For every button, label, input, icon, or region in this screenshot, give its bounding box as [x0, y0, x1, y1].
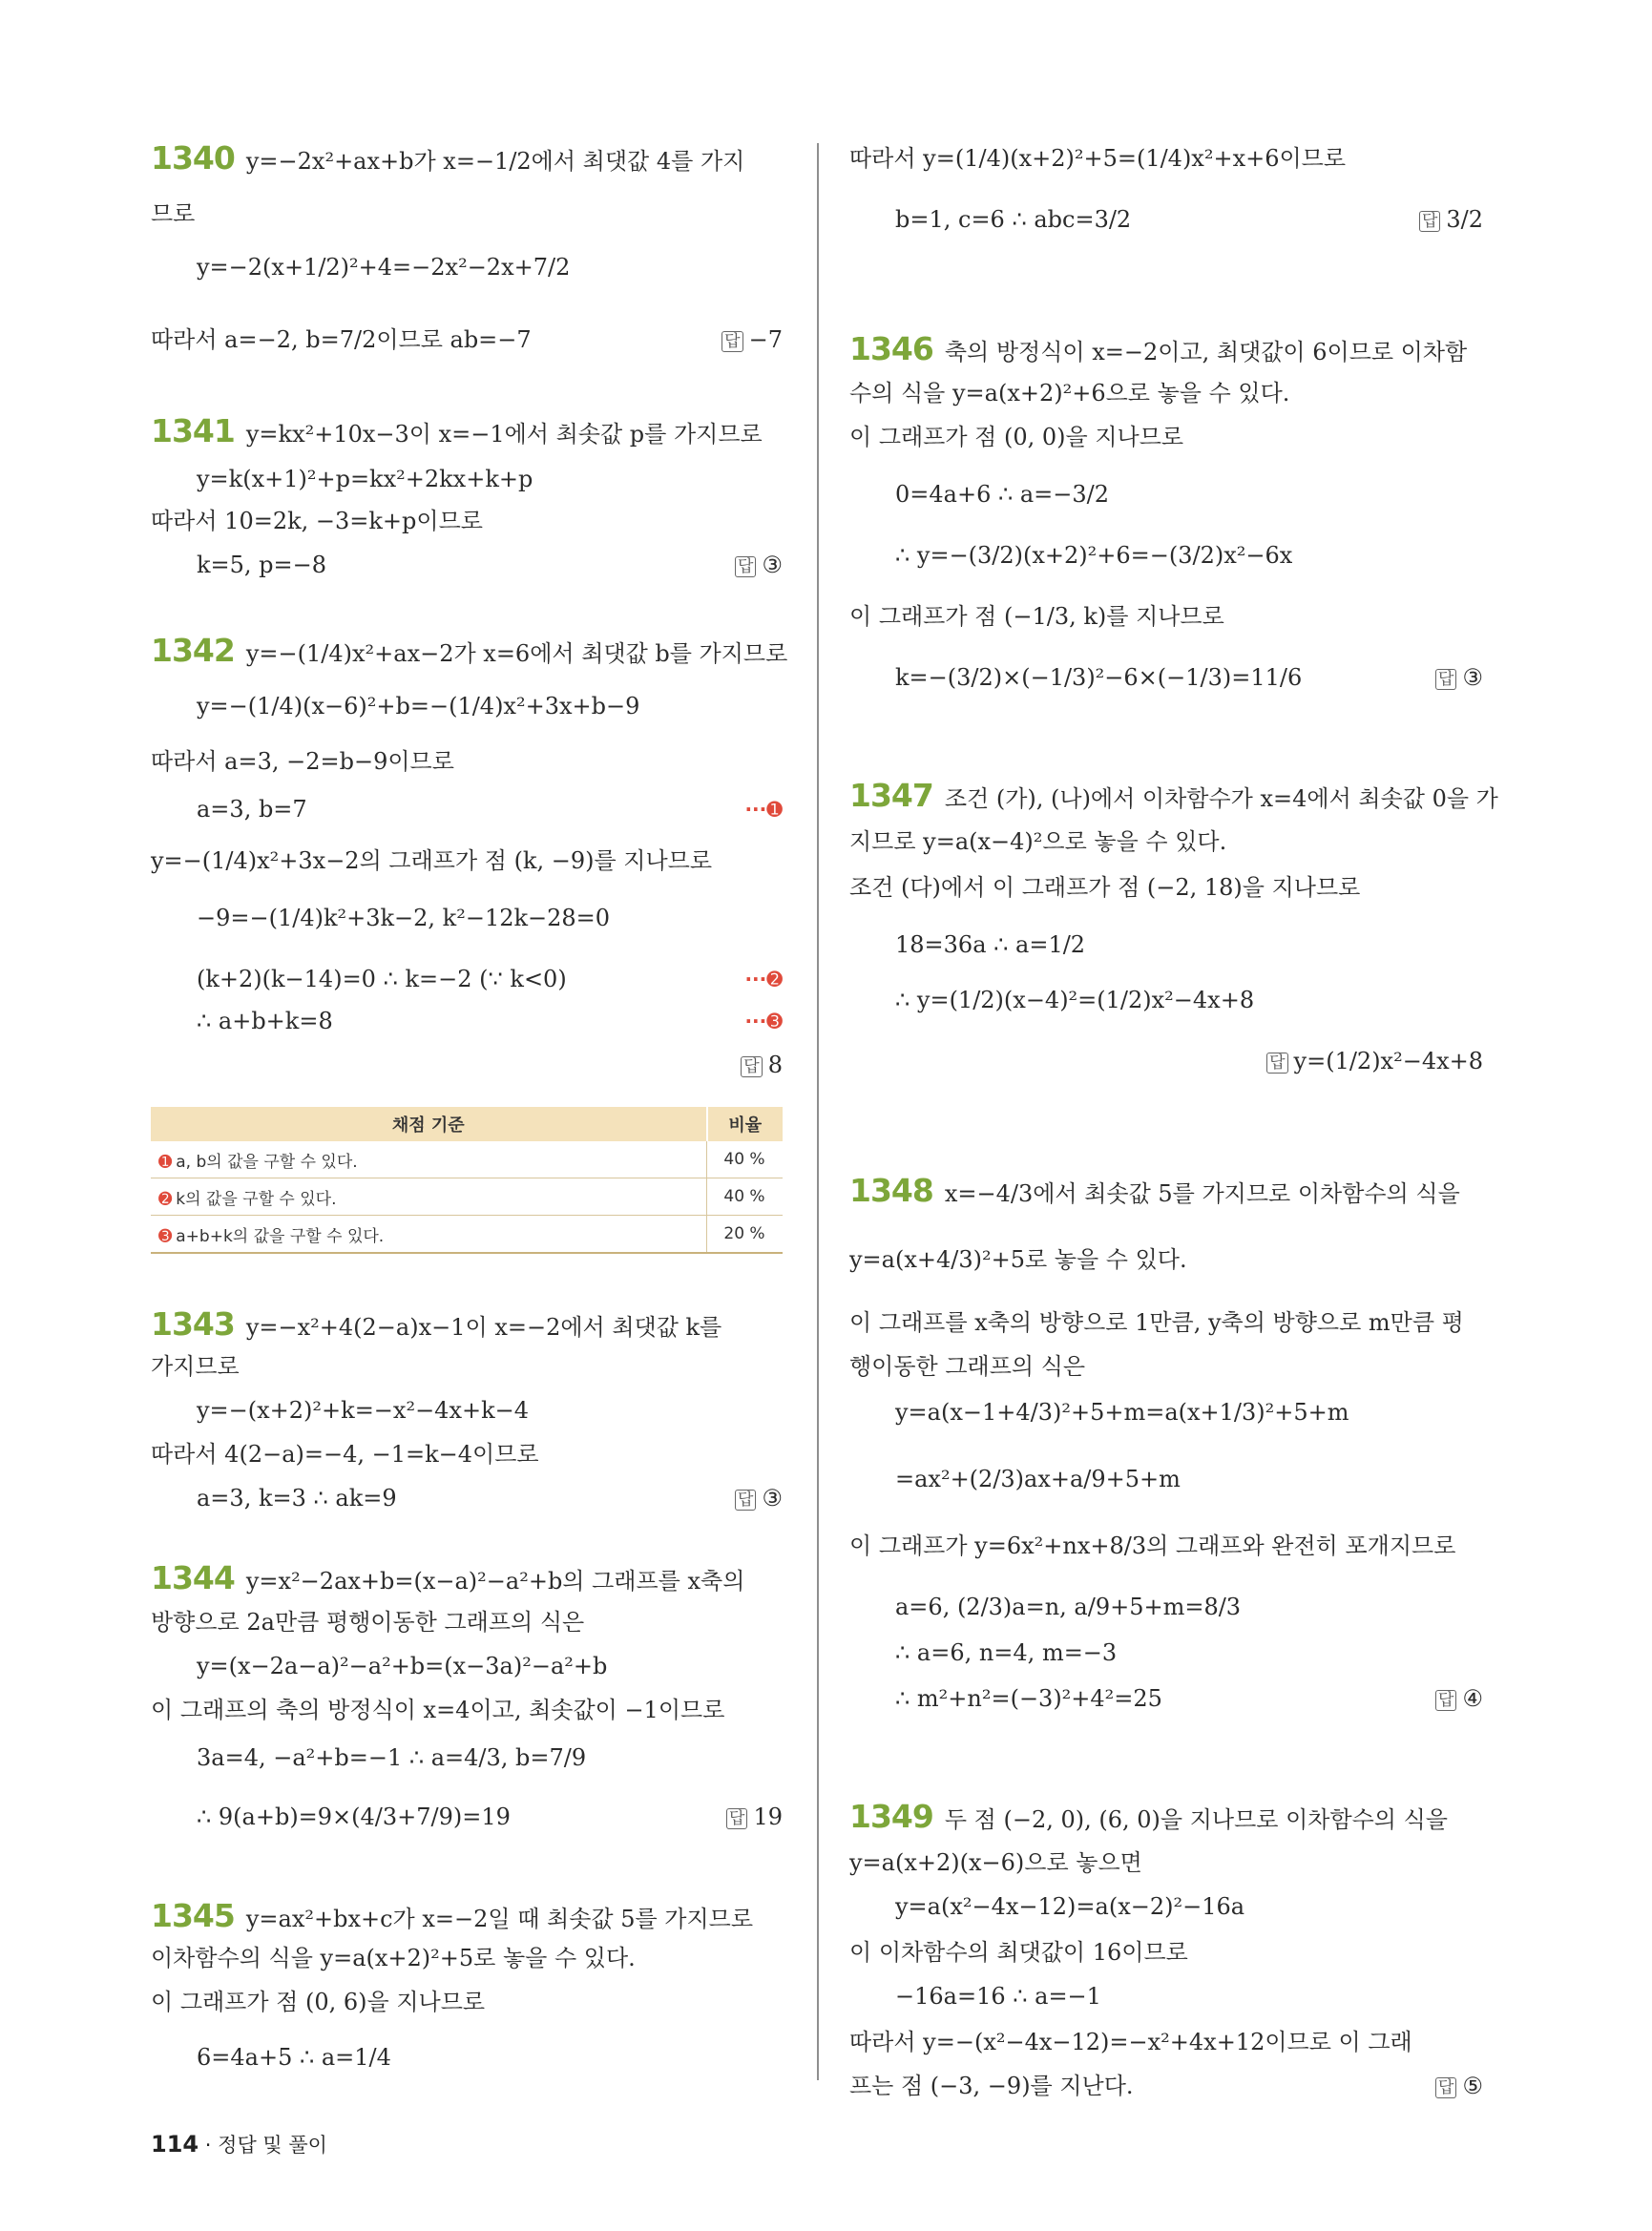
- solution-text: 따라서 4(2−a)=−4, −1=k−4이므로: [151, 1441, 539, 1468]
- answer-icon: 답: [1266, 1053, 1287, 1074]
- solution-line: [151, 1802, 783, 1832]
- problem-header: [151, 1305, 783, 1343]
- solution-text: 방향으로 2a만큼 평행이동한 그래프의 식은: [151, 1609, 585, 1636]
- solution-line: [151, 198, 783, 229]
- problem-header: [849, 1798, 1483, 1835]
- step-marker: ···➋: [744, 968, 783, 990]
- solution-text: ∴ y=(1/2)(x−4)²=(1/2)x²−4x+8: [895, 987, 1255, 1013]
- footer-label: 정답 및 풀이: [218, 2134, 327, 2157]
- column-divider: [817, 143, 819, 2080]
- solution-text: 이차함수의 식을 y=a(x+2)²+5로 놓을 수 있다.: [151, 1945, 636, 1971]
- solution-text: 18=36a ∴ a=1/2: [895, 931, 1086, 958]
- rubric-row: [151, 1216, 783, 1254]
- answer-icon: 답: [1419, 211, 1440, 232]
- answer-icon: 답: [721, 331, 742, 352]
- solution-line: [849, 1397, 1483, 1428]
- solution-text: 0=4a+6 ∴ a=−3/2: [895, 481, 1110, 508]
- final-answer: [741, 1050, 783, 1080]
- solution-text: 조건 (다)에서 이 그래프가 점 (−2, 18)을 지나므로: [849, 874, 1361, 901]
- solution-line: [151, 794, 783, 824]
- answer-value: 8: [767, 1052, 783, 1078]
- solution-line: [151, 1943, 783, 1973]
- solution-line: [151, 1742, 783, 1773]
- solution-line: [849, 1464, 1483, 1494]
- solution-line: [849, 1981, 1483, 2012]
- solution-text: 이 그래프가 점 (−1/3, k)를 지나므로: [849, 603, 1224, 630]
- final-answer: [735, 550, 783, 580]
- final-answer: [726, 1802, 783, 1832]
- solution-line: [151, 1351, 783, 1382]
- step-marker: ➋: [158, 1189, 173, 1209]
- solution-text: 지므로 y=a(x−4)²으로 놓을 수 있다.: [849, 828, 1227, 855]
- answer-value: ③: [1462, 664, 1483, 691]
- solution-text: k=5, p=−8: [197, 552, 327, 578]
- solution-text: ∴ a+b+k=8: [197, 1008, 333, 1034]
- solution-line: [849, 1244, 1483, 1275]
- problem-number: 1343: [151, 1305, 235, 1343]
- solution-line: [151, 464, 783, 494]
- solution-line: [151, 506, 783, 536]
- solution-line: [151, 845, 783, 876]
- solution-line: [849, 662, 1483, 693]
- step-marker: ➊: [158, 1152, 173, 1172]
- final-answer: [1419, 204, 1483, 235]
- solution-line: [151, 1395, 783, 1426]
- rubric-criterion: a+b+k의 값을 구할 수 있다.: [176, 1226, 385, 1246]
- solution-text: 이 그래프가 점 (0, 0)을 지나므로: [849, 424, 1184, 450]
- answer-value: −7: [748, 326, 783, 353]
- solution-text: 두 점 (−2, 0), (6, 0)을 지나므로 이차함수의 식을: [944, 1806, 1448, 1833]
- solution-line: [151, 2042, 783, 2073]
- solution-line: [151, 1439, 783, 1470]
- solution-line: [151, 1483, 783, 1513]
- solution-line: [849, 826, 1483, 857]
- final-answer: [1435, 1683, 1483, 1714]
- answer-icon: 답: [1435, 2077, 1456, 2098]
- final-answer: [1435, 2071, 1483, 2101]
- solution-text: a=3, b=7: [197, 796, 307, 823]
- solution-line: [849, 872, 1483, 903]
- solution-line: [151, 1987, 783, 2017]
- solution-text: 따라서 a=−2, b=7/2이므로 ab=−7: [151, 326, 532, 353]
- solution-line: [849, 2027, 1483, 2057]
- solution-text: ∴ y=−(3/2)(x+2)²+6=−(3/2)x²−6x: [895, 542, 1293, 569]
- final-answer: [721, 324, 783, 355]
- solution-line: [849, 143, 1483, 174]
- solution-text: y=−(x+2)²+k=−x²−4x+k−4: [197, 1397, 530, 1424]
- solution-text: y=a(x−1+4/3)²+5+m=a(x+1/3)²+5+m: [895, 1399, 1349, 1426]
- problem-number: 1347: [849, 777, 933, 814]
- rubric-header: 비율: [707, 1107, 784, 1141]
- answer-icon: 답: [1435, 669, 1456, 690]
- solution-text: ∴ a=6, n=4, m=−3: [895, 1639, 1118, 1666]
- problem-header: [849, 777, 1498, 814]
- solution-text: y=−2x²+ax+b가 x=−1/2에서 최댓값 4를 가지: [245, 148, 745, 175]
- solution-line: [151, 324, 783, 355]
- solution-line: [849, 1891, 1483, 1922]
- solution-line: [151, 903, 783, 933]
- solution-line: [151, 1006, 783, 1036]
- solution-line: [151, 746, 783, 777]
- solution-text: 따라서 y=(1/4)(x+2)²+5=(1/4)x²+x+6이므로: [849, 145, 1347, 172]
- solution-text: a=6, (2/3)a=n, a/9+5+m=8/3: [895, 1594, 1242, 1620]
- answer-value: y=(1/2)x²−4x+8: [1293, 1048, 1483, 1074]
- solution-text: a=3, k=3 ∴ ak=9: [197, 1485, 397, 1512]
- solution-text: y=−(1/4)x²+ax−2가 x=6에서 최댓값 b를 가지므로: [245, 640, 788, 667]
- answer-value: 19: [753, 1804, 783, 1830]
- solution-text: y=x²−2ax+b=(x−a)²−a²+b의 그래프를 x축의: [245, 1568, 745, 1595]
- page-number: 114: [151, 2131, 199, 2158]
- solution-text: 가지므로: [151, 1353, 240, 1380]
- rubric-row: [151, 1178, 783, 1216]
- answer-value: ③: [762, 552, 783, 578]
- solution-text: y=−2(x+1/2)²+4=−2x²−2x+7/2: [197, 254, 571, 281]
- solution-line: [849, 1351, 1483, 1382]
- answer-icon: 답: [741, 1056, 762, 1077]
- solution-text: k=−(3/2)×(−1/3)²−6×(−1/3)=11/6: [895, 664, 1303, 691]
- rubric-percent: 20 %: [707, 1216, 784, 1254]
- problem-header: [151, 1559, 783, 1596]
- solution-text: 따라서 10=2k, −3=k+p이므로: [151, 508, 483, 534]
- solution-text: 수의 식을 y=a(x+2)²+6으로 놓을 수 있다.: [849, 380, 1290, 407]
- solution-text: =ax²+(2/3)ax+a/9+5+m: [895, 1466, 1181, 1492]
- solution-text: −9=−(1/4)k²+3k−2, k²−12k−28=0: [197, 905, 611, 931]
- solution-line: [151, 550, 783, 580]
- grading-rubric-table: [151, 1107, 783, 1254]
- problem-number: 1342: [151, 632, 235, 669]
- answer-icon: 답: [735, 1490, 756, 1511]
- solution-line: [849, 422, 1483, 452]
- solution-line: [151, 1607, 783, 1637]
- rubric-row: [151, 1141, 783, 1178]
- problem-number: 1346: [849, 330, 933, 367]
- solution-line: [849, 1531, 1483, 1561]
- problem-header: [151, 1897, 783, 1934]
- solution-line: [151, 1695, 783, 1725]
- solution-text: y=a(x+4/3)²+5로 놓을 수 있다.: [849, 1246, 1187, 1273]
- solution-text: 이 그래프를 x축의 방향으로 1만큼, y축의 방향으로 m만큼 평: [849, 1309, 1464, 1336]
- solution-text: 따라서 a=3, −2=b−9이므로: [151, 748, 454, 775]
- step-marker: ···➌: [744, 1010, 783, 1032]
- answer-icon: 답: [726, 1808, 747, 1829]
- solution-line: [849, 1592, 1483, 1622]
- rubric-criterion: a, b의 값을 구할 수 있다.: [176, 1152, 358, 1172]
- solution-line: [151, 1651, 783, 1681]
- solution-text: 축의 방정식이 x=−2이고, 최댓값이 6이므로 이차함: [944, 339, 1468, 365]
- solution-text: 이 그래프가 점 (0, 6)을 지나므로: [151, 1989, 486, 2015]
- solution-text: 조건 (가), (나)에서 이차함수가 x=4에서 최솟값 0을 가: [944, 785, 1498, 812]
- problem-number: 1344: [151, 1559, 235, 1596]
- solution-text: b=1, c=6 ∴ abc=3/2: [895, 206, 1132, 233]
- solution-line: [151, 252, 783, 282]
- final-answer: [1266, 1046, 1483, 1076]
- page-footer: 114 · 정답 및 풀이: [151, 2131, 327, 2158]
- answer-icon: 답: [1435, 1690, 1456, 1711]
- solution-text: 프는 점 (−3, −9)를 지난다.: [849, 2073, 1134, 2099]
- solution-line: [849, 985, 1483, 1015]
- solution-text: 이 이차함수의 최댓값이 16이므로: [849, 1939, 1188, 1966]
- solution-line: [151, 964, 783, 994]
- solution-text: y=k(x+1)²+p=kx²+2kx+k+p: [197, 466, 533, 492]
- solution-text: y=−(1/4)(x−6)²+b=−(1/4)x²+3x+b−9: [197, 693, 640, 719]
- answer-value: ⑤: [1462, 2073, 1483, 2099]
- solution-line: [849, 2071, 1483, 2101]
- solution-text: 6=4a+5 ∴ a=1/4: [197, 2044, 391, 2071]
- answer-icon: 답: [735, 556, 756, 577]
- problem-header: [849, 1172, 1483, 1209]
- problem-header: [151, 139, 783, 177]
- solution-text: 므로: [151, 200, 196, 227]
- answer-value: ③: [762, 1485, 783, 1512]
- solution-text: y=ax²+bx+c가 x=−2일 때 최솟값 5를 가지므로: [245, 1906, 754, 1932]
- solution-line: [849, 204, 1483, 235]
- problem-number: 1340: [151, 139, 235, 177]
- problem-header: [151, 632, 788, 669]
- problem-header: [151, 412, 783, 449]
- rubric-criterion: k의 값을 구할 수 있다.: [176, 1189, 337, 1209]
- solution-text: y=a(x+2)(x−6)으로 놓으면: [849, 1849, 1142, 1876]
- rubric-header: 채점 기준: [151, 1107, 707, 1141]
- problem-number: 1341: [151, 412, 235, 449]
- problem-number: 1349: [849, 1798, 933, 1835]
- solution-text: ∴ 9(a+b)=9×(4/3+7/9)=19: [197, 1804, 511, 1830]
- solution-text: y=kx²+10x−3이 x=−1에서 최솟값 p를 가지므로: [245, 421, 763, 448]
- solution-text: −16a=16 ∴ a=−1: [895, 1983, 1101, 2010]
- solution-line: [849, 479, 1483, 510]
- solution-line: [849, 1937, 1483, 1968]
- solution-text: x=−4/3에서 최솟값 5를 가지므로 이차함수의 식을: [944, 1180, 1460, 1207]
- solution-text: y=−(1/4)x²+3x−2의 그래프가 점 (k, −9)를 지나므로: [151, 847, 713, 874]
- solution-text: 3a=4, −a²+b=−1 ∴ a=4/3, b=7/9: [197, 1744, 587, 1771]
- problem-header: [849, 330, 1483, 367]
- solution-text: y=a(x²−4x−12)=a(x−2)²−16a: [895, 1893, 1245, 1920]
- solution-line: [849, 1307, 1483, 1338]
- solution-text: y=−x²+4(2−a)x−1이 x=−2에서 최댓값 k를: [245, 1314, 722, 1341]
- solution-line: [849, 1847, 1483, 1878]
- rubric-percent: 40 %: [707, 1178, 784, 1216]
- solution-line: [849, 540, 1483, 571]
- final-answer: [1435, 662, 1483, 693]
- solution-line: [849, 1637, 1483, 1668]
- answer-value: 3/2: [1446, 206, 1483, 233]
- solution-text: 이 그래프의 축의 방정식이 x=4이고, 최솟값이 −1이므로: [151, 1697, 725, 1723]
- answer-value: ④: [1462, 1685, 1483, 1712]
- step-marker: ···➊: [744, 798, 783, 821]
- solution-line: [151, 691, 783, 721]
- solution-text: 행이동한 그래프의 식은: [849, 1353, 1086, 1380]
- solution-line: [849, 378, 1483, 408]
- solution-text: ∴ m²+n²=(−3)²+4²=25: [895, 1685, 1162, 1712]
- solution-text: y=(x−2a−a)²−a²+b=(x−3a)²−a²+b: [197, 1653, 608, 1679]
- solution-text: 이 그래프가 y=6x²+nx+8/3의 그래프와 완전히 포개지므로: [849, 1533, 1456, 1559]
- solution-line: [849, 601, 1483, 632]
- final-answer: [735, 1483, 783, 1513]
- solution-text: 따라서 y=−(x²−4x−12)=−x²+4x+12이므로 이 그래: [849, 2029, 1412, 2055]
- problem-number: 1345: [151, 1897, 235, 1934]
- solution-line: [849, 1683, 1483, 1714]
- solution-line: [849, 929, 1483, 960]
- step-marker: ➌: [158, 1226, 173, 1246]
- solution-text: (k+2)(k−14)=0 ∴ k=−2 (∵ k<0): [197, 966, 567, 992]
- problem-number: 1348: [849, 1172, 933, 1209]
- rubric-percent: 40 %: [707, 1141, 784, 1178]
